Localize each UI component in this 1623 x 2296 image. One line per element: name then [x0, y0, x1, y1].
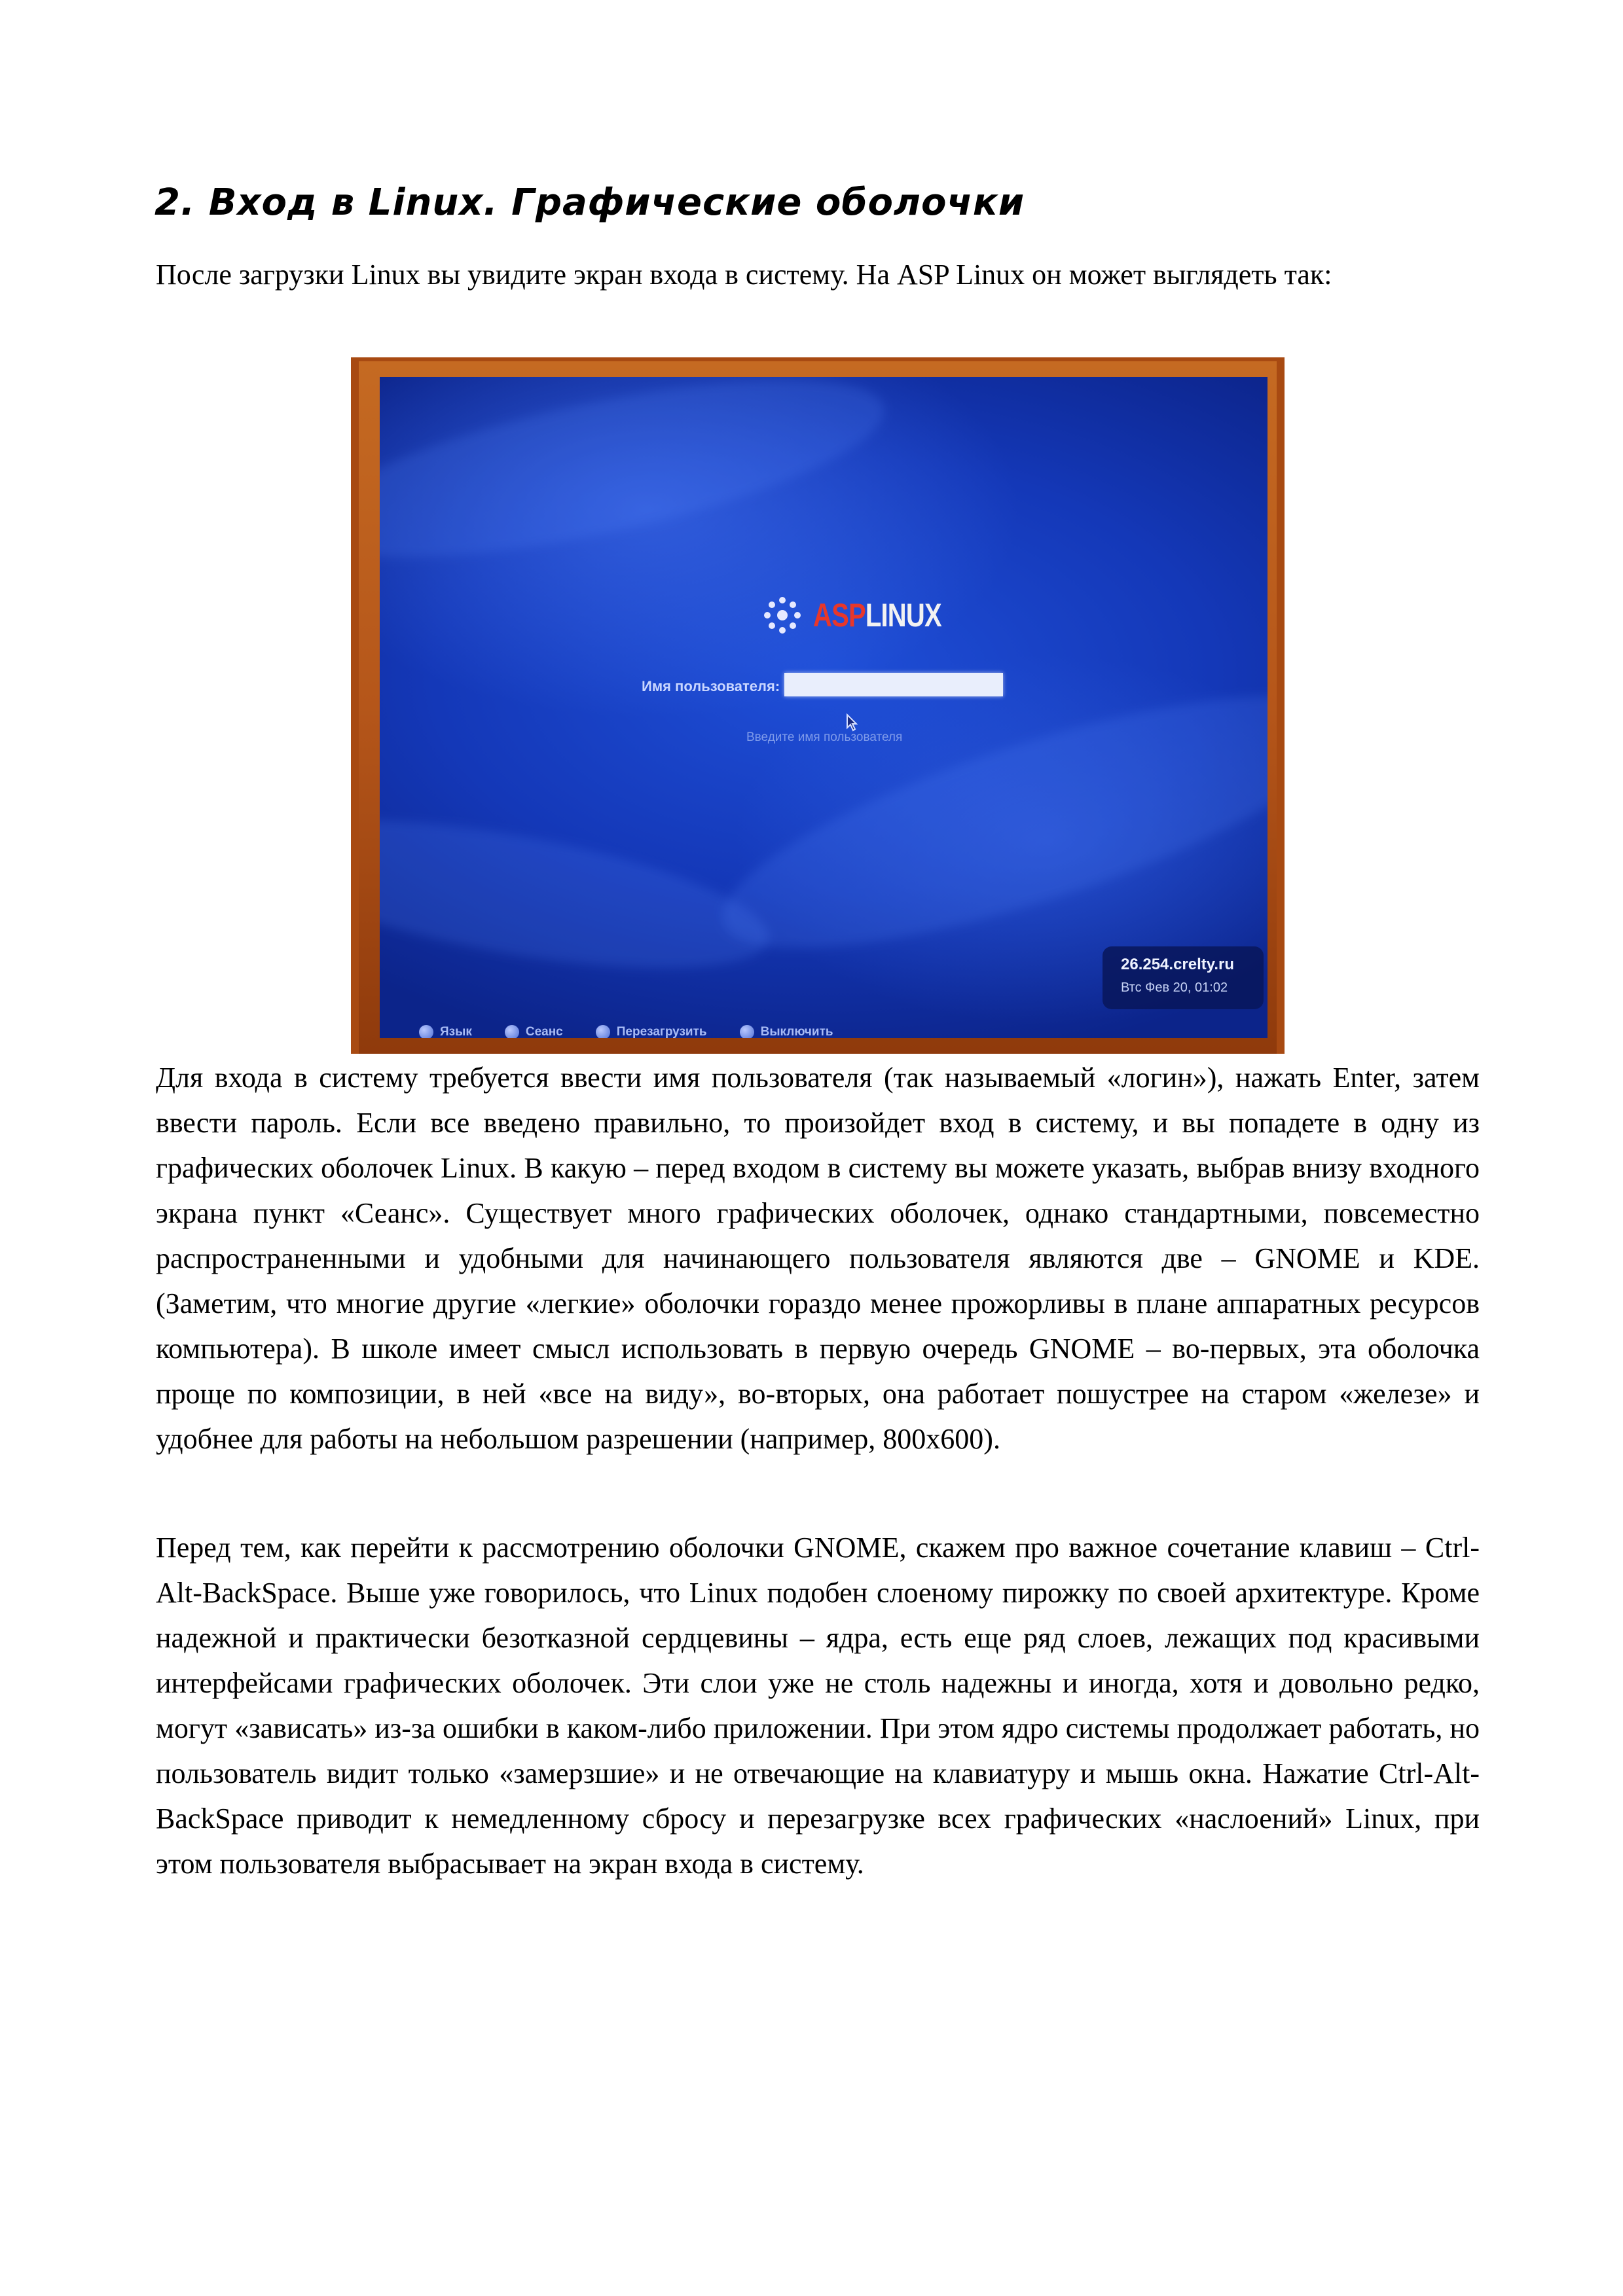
restart-icon: [596, 1025, 610, 1038]
login-screen-photo: [351, 357, 1285, 1054]
language-label: Язык: [440, 1025, 472, 1038]
mouse-cursor-icon: [846, 713, 858, 732]
body-paragraph-login: Для входа в систему требуется ввести имя пользователя (так называемый «логин»), нажать Enter, затем ввести пароль. Если все введено правильно, то произойдет вход в систему, и вы попадете в одну из графических оболочек Linux. В какую – перед входом в систему вы можете указать, выбрав внизу входного экрана пункт «Сеанс». Существует много графических оболочек, однако стандартными, повсеместно распространенными и удобными для начинающего пользователя являются две – GNOME и KDE. (Заметим, что многие другие «легкие» оболочки гораздо менее прожорливы в плане аппаратных ресурсов компьютера). В школе имеет смысл использовать в первую очередь GNOME – во-первых, эта оболочка проще по композиции, в ней «все на виду», во-вторых, она работает пошустрее на старом «железе» и удобнее для работы на небольшом разрешении (например, 800x600).: [156, 1062, 1480, 1455]
shutdown-icon: [740, 1025, 754, 1038]
logo-linux: LINUX: [865, 597, 941, 634]
language-icon: [419, 1025, 433, 1038]
background-swoosh: [699, 646, 1267, 997]
host-info-box: [1103, 946, 1264, 1009]
background-swoosh: [380, 791, 779, 997]
logo-wordmark: [813, 599, 941, 632]
session-button[interactable]: [505, 1025, 563, 1038]
intro-paragraph: После загрузки Linux вы увидите экран входа в систему. На ASP Linux он может выглядеть так:: [156, 259, 1332, 291]
username-label: Имя пользователя:: [642, 678, 780, 694]
login-screen: [380, 377, 1267, 1038]
asp-linux-emblem-icon: [759, 592, 805, 638]
session-icon: [505, 1025, 519, 1038]
logo-asp: ASP: [813, 597, 866, 634]
body-paragraph-ctrl-alt-backspace: Перед тем, как перейти к рассмотрению оболочки GNOME, скажем про важное сочетание клавиш – Ctrl-Alt-BackSpace. Выше уже говорилось, что Linux подобен слоеному пирожку по своей архитектуре. Кроме надежной и практически безотказной сердцевины – ядра, есть еще ряд слоев, лежащих под красивыми интерфейсами графических оболочек. Эти слои уже не столь надежны и иногда, хотя и довольно редко, могут «зависать» из-за ошибки в каком-либо приложении. При этом ядро системы продолжает работать, но пользователь видит только «замерзшие» и не отвечающие на клавиатуру и мышь окна. Нажатие Ctrl-Alt-BackSpace приводит к немедленному сбросу и перезагрузке всех графических «наслоений» Linux, при этом пользователя выбрасывает на экран входа в систему.: [156, 1532, 1480, 1880]
username-input[interactable]: [784, 673, 1003, 696]
language-button[interactable]: [419, 1025, 472, 1038]
username-hint: Введите имя пользователя: [746, 730, 903, 744]
host-name: 26.254.crelty.ru: [1121, 956, 1235, 973]
background-swoosh: [380, 377, 898, 594]
restart-button[interactable]: [596, 1025, 707, 1038]
section-heading: 2. Вход в Linux. Графические оболочки: [155, 181, 1025, 224]
shutdown-label: Выключить: [760, 1025, 833, 1038]
shutdown-button[interactable]: [740, 1025, 833, 1038]
login-bottom-bar: [419, 1025, 833, 1038]
date-time: Втс Фев 20, 01:02: [1121, 980, 1228, 995]
asp-linux-logo: [759, 589, 974, 641]
restart-label: Перезагрузить: [616, 1025, 707, 1038]
session-label: Сеанс: [525, 1025, 563, 1038]
